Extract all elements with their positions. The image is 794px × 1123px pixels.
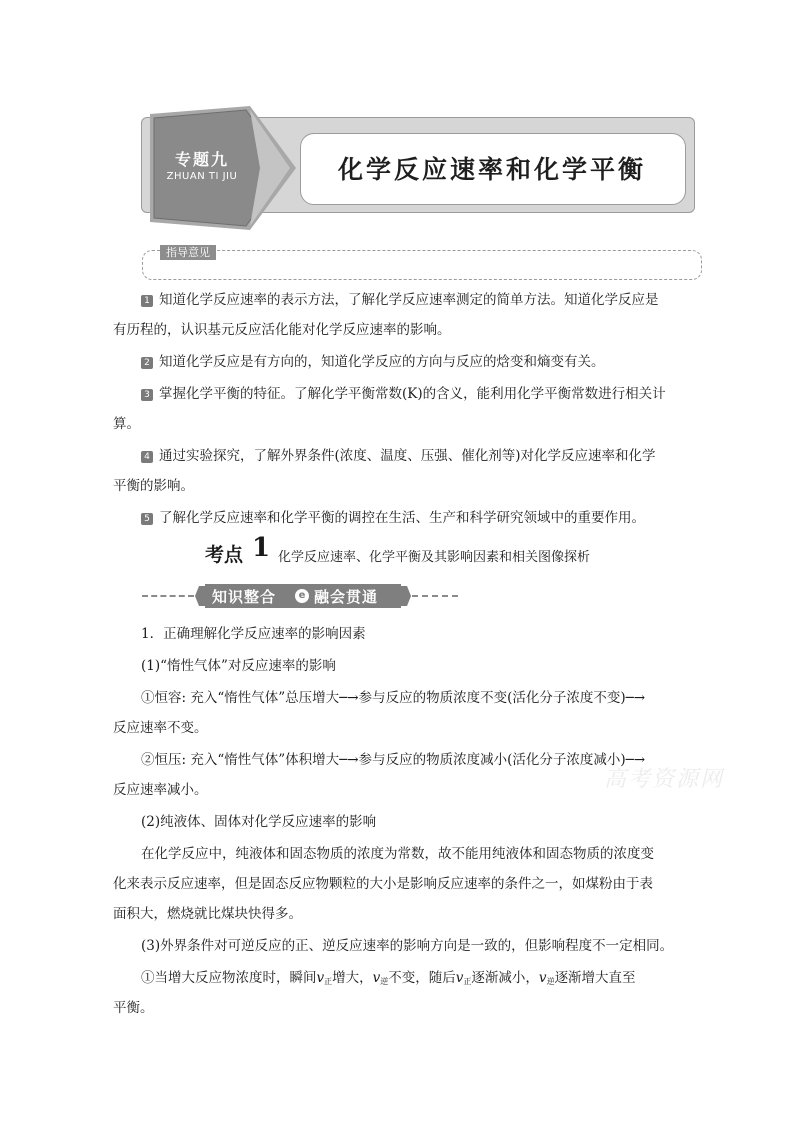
section-title: 化学反应速率、化学平衡及其影响因素和相关图像探析 bbox=[278, 550, 591, 565]
connector-icon: e bbox=[295, 589, 309, 603]
divider-left bbox=[142, 595, 194, 597]
content-subheading-1: (1)“惰性气体”对反应速率的影响 bbox=[141, 658, 336, 674]
guidance-item-2 bbox=[141, 352, 605, 372]
content-para: 化来表示反应速率，但是固态反应物颗粒的大小是影响反应速率的条件之一，如煤粉由于表 bbox=[113, 876, 653, 892]
knowledge-bar-right-text: 融会贯通 bbox=[314, 588, 379, 606]
content-para: 面积大，燃烧就比煤块快得多。 bbox=[113, 906, 302, 922]
guidance-tab: 指导意见 bbox=[160, 245, 216, 260]
guidance-text: 掌握化学平衡的特征。了解化学平衡常数(K)的含义，能利用化学平衡常数进行相关计 bbox=[159, 386, 666, 402]
content-para: 反应速率不变。 bbox=[113, 720, 208, 736]
divider-right bbox=[412, 595, 458, 597]
item-number-badge: 4 bbox=[141, 451, 153, 463]
guidance-item-4-cont: 平衡的影响。 bbox=[113, 478, 194, 494]
guidance-text: 知道化学反应是有方向的，知道化学反应的方向与反应的焓变和熵变有关。 bbox=[159, 354, 605, 370]
guidance-item-4 bbox=[141, 446, 656, 466]
item-number-badge: 5 bbox=[141, 513, 153, 525]
watermark: 高考资源网 bbox=[604, 767, 725, 792]
item-number-badge: 2 bbox=[141, 357, 153, 369]
chapter-badge-subtitle: ZHUAN TI JIU bbox=[166, 171, 238, 182]
knowledge-bar-left-text: 知识整合 bbox=[212, 588, 277, 606]
content-subheading-2: (2)纯液体、固体对化学反应速率的影响 bbox=[141, 814, 377, 830]
section-number: 1 bbox=[252, 533, 271, 563]
chapter-title: 化学反应速率和化学平衡 bbox=[337, 155, 646, 184]
guidance-item-3 bbox=[141, 384, 666, 404]
guidance-text: 通过实验探究，了解外界条件(浓度、温度、压强、催化剂等)对化学反应速率和化学 bbox=[159, 448, 656, 464]
content-para: 在化学反应中，纯液体和固态物质的浓度为常数，故不能用纯液体和固态物质的浓度变 bbox=[141, 846, 654, 862]
guidance-text: 了解化学反应速率和化学平衡的调控在生活、生产和科学研究领域中的重要作用。 bbox=[159, 510, 645, 526]
guidance-item-1-cont: 有历程的，认识基元反应活化能对化学反应速率的影响。 bbox=[113, 322, 451, 338]
bar-cap-right-icon bbox=[397, 586, 411, 606]
guidance-text: 知道化学反应速率的表示方法，了解化学反应速率测定的简单方法。知道化学反应是 bbox=[159, 292, 659, 308]
guidance-box bbox=[142, 250, 702, 280]
guidance-item-1 bbox=[141, 290, 659, 310]
content-para: ①恒容: 充入“惰性气体”总压增大─→参与反应的物质浓度不变(活化分子浓度不变)─→ bbox=[141, 690, 646, 706]
content-para: 平衡。 bbox=[113, 1000, 154, 1016]
content-para: 反应速率减小。 bbox=[113, 782, 208, 798]
content-para: ②恒压: 充入“惰性气体”体积增大─→参与反应的物质浓度减小(活化分子浓度减小)─→ bbox=[141, 752, 646, 768]
content-heading: 1．正确理解化学反应速率的影响因素 bbox=[141, 626, 366, 642]
guidance-item-5 bbox=[141, 508, 645, 528]
item-number-badge: 1 bbox=[141, 295, 153, 307]
guidance-item-3-cont: 算。 bbox=[113, 416, 140, 432]
item-number-badge: 3 bbox=[141, 389, 153, 401]
section-label: 考点 bbox=[205, 544, 244, 566]
content-para: (3)外界条件对可逆反应的正、逆反应速率的影响方向是一致的，但影响程度不一定相同。 bbox=[141, 938, 674, 954]
chapter-badge-title: 专题九 bbox=[174, 150, 229, 169]
content-para: ①当增大反应物浓度时，瞬间v正增大，v逆不变，随后v正逐渐减小，v逆逐渐增大直至 bbox=[141, 970, 636, 986]
